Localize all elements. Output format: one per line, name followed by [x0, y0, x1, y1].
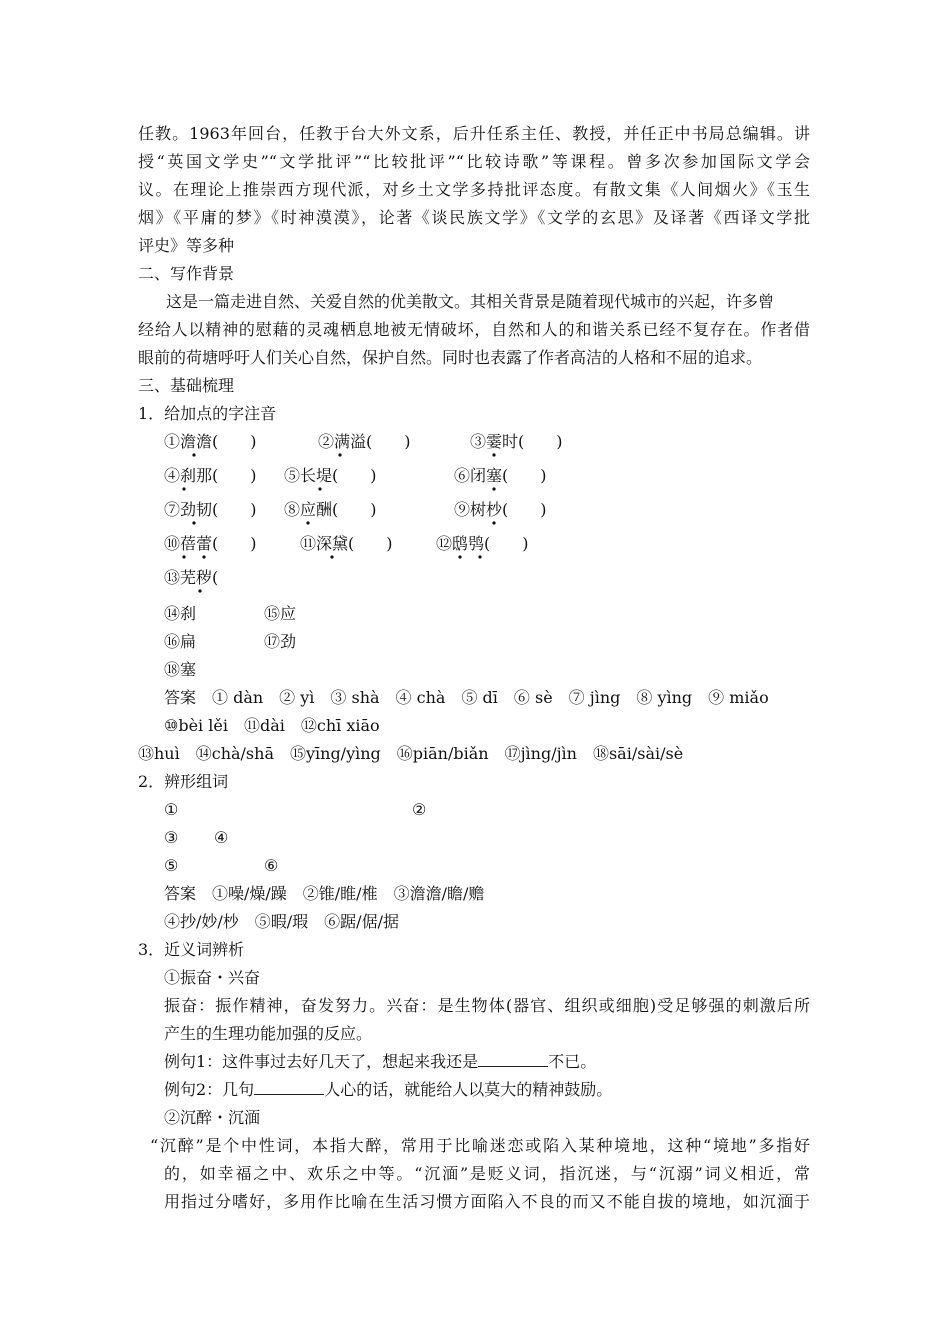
- q1-item-5: ⑤长堤( ): [284, 466, 377, 485]
- q3-definition-2-line-2: 的，如幸福之中、欢乐之中等。“沉湎”是贬义词，指沉迷，与“沉溺”词义相近，常: [164, 1164, 810, 1183]
- q1-item-18: ⑱塞: [164, 660, 197, 679]
- q1-item-13: ⑬芜秽(: [164, 568, 219, 587]
- bio-line-4: 烟》《平庸的梦》《时神漠漠》，论著《谈民族文学》《文学的玄思》及译著《西译文学批: [138, 208, 810, 227]
- q1-answer-line-1: 答案 ① dàn ② yì ③ shà ④ chà ⑤ dī ⑥ sè ⑦ jìng ⑧ yìng ⑨ miǎo: [164, 688, 769, 707]
- q1-item-2: ②满溢( ): [318, 432, 411, 451]
- q3-example-2-tail: 人心的话，就能给人以莫大的精神鼓励。: [324, 1080, 613, 1099]
- bio-line-3: 议。在理论上推崇西方现代派，对乡土文学多持批评态度。有散文集《人间烟火》《玉生: [138, 180, 810, 199]
- q1-item-10: ⑩蓓蕾( ): [164, 534, 257, 553]
- q2-item-5: ⑤: [164, 856, 179, 875]
- q1-item-6: ⑥闭塞( ): [454, 466, 547, 485]
- q1-item-9: ⑨树杪( ): [454, 500, 547, 519]
- background-line-2: 经给人以精神的慰藉的灵魂栖息地被无情破坏，自然和人的和谐关系已经不复存在。作者借: [138, 320, 810, 339]
- q2-title: 2．辨形组词: [138, 772, 229, 791]
- q1-answer-line-3: ⑬huì ⑭chà/shā ⑮yīng/yìng ⑯piān/biǎn ⑰jìng/jìn ⑱sāi/sài/sè: [138, 744, 684, 763]
- q1-item-15: ⑮应: [264, 604, 297, 623]
- q1-title: 1．给加点的字注音: [138, 404, 277, 423]
- q1-item-17: ⑰劲: [264, 632, 297, 651]
- q3-definition-2-line-1: “沉醉”是个中性词，本指大醉，常用于比喻迷恋或陷入某种境地，这种“境地”多指好: [150, 1136, 810, 1155]
- q3-subheading-1: ①振奋・兴奋: [164, 968, 261, 987]
- section-heading-background: 二、写作背景: [138, 264, 235, 283]
- q1-item-14: ⑭刹: [164, 604, 197, 623]
- q1-item-4: ④刹那( ): [164, 466, 257, 485]
- q1-answer-line-2: ⑩bèi lěi ⑪dài ⑫chī xiāo: [164, 716, 380, 735]
- q2-item-1: ①: [164, 800, 179, 819]
- bio-line-2: 授“英国文学史”“文学批评”“比较批评”“比较诗歌”等课程。曾多次参加国际文学会: [138, 152, 810, 171]
- q3-subheading-2: ②沉醉・沉湎: [164, 1108, 261, 1127]
- background-line-1: 这是一篇走进自然、关爱自然的优美散文。其相关背景是随着现代城市的兴起，许多曾: [166, 292, 775, 311]
- q3-title: 3．近义词辨析: [138, 940, 245, 959]
- q3-definition-1-line-1: 振奋：振作精神，奋发努力。兴奋：是生物体(器官、组织或细胞)受足够强的刺激后所: [164, 996, 810, 1015]
- section-heading-basics: 三、基础梳理: [138, 376, 235, 395]
- background-line-3: 眼前的荷塘呼吁人们关心自然，保护自然。同时也表露了作者高洁的人格和不屈的追求。: [138, 348, 763, 367]
- q2-item-6: ⑥: [264, 856, 279, 875]
- q2-item-2: ②: [412, 800, 427, 819]
- q3-definition-2-line-3: 用指过分嗜好，多用作比喻在生活习惯方面陷入不良的而又不能自拔的境地，如沉湎于: [164, 1192, 810, 1211]
- q3-example-1-text: 例句1：这件事过去好几天了，想起来我还是: [164, 1052, 479, 1071]
- bio-line-1: 任教。1963年回台，任教于台大外文系，后升任系主任、教授，并任正中书局总编辑。讲: [138, 124, 810, 143]
- q1-item-1: ①澹澹( ): [164, 432, 257, 451]
- q1-item-8: ⑧应酬( ): [284, 500, 377, 519]
- q2-item-4: ④: [214, 828, 229, 847]
- q1-item-3: ③霎时( ): [470, 432, 563, 451]
- q3-example-1-tail: 不已。: [548, 1052, 597, 1071]
- q2-answer-line-1: 答案 ①噪/燥/躁 ②锥/睢/椎 ③澹澹/瞻/赡: [164, 884, 485, 903]
- q2-item-3: ③: [164, 828, 179, 847]
- q1-item-11: ⑪深黛( ): [300, 534, 393, 553]
- q3-example-2-text: 例句2：几句: [164, 1080, 255, 1099]
- q1-item-12: ⑫鸱鸮( ): [436, 534, 529, 553]
- q1-item-7: ⑦劲韧( ): [164, 500, 257, 519]
- q2-answer-line-2: ④抄/妙/杪 ⑤暇/瑕 ⑥踞/倨/据: [164, 912, 399, 931]
- q1-item-16: ⑯扁: [164, 632, 197, 651]
- q3-definition-1-line-2: 产生的生理功能加强的反应。: [164, 1024, 373, 1043]
- bio-line-5: 评史》等多种: [138, 236, 235, 255]
